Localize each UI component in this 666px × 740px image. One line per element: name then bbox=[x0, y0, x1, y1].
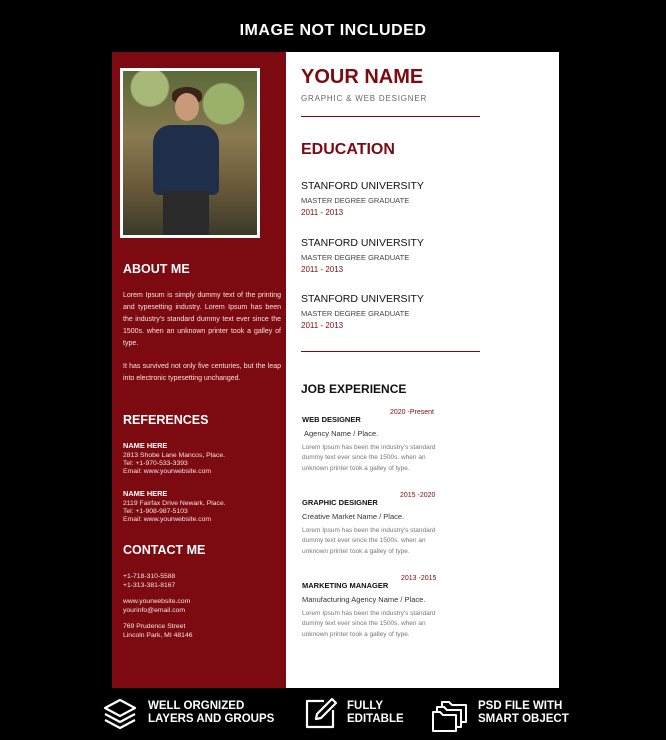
divider bbox=[301, 116, 480, 117]
contact-street: 769 Prudence Street bbox=[123, 623, 186, 630]
profile-photo bbox=[120, 68, 260, 238]
reference-address: 2813 Shobe Lane Mancos, Place. bbox=[123, 452, 226, 459]
reference-tel: Tel: +1-908-987-5103 bbox=[123, 508, 188, 515]
feature-editable bbox=[302, 692, 412, 736]
job-item bbox=[302, 492, 452, 557]
job-title: MARKETING MANAGER bbox=[302, 581, 389, 590]
reference-email: Email: www.yourwebsite.com bbox=[123, 516, 212, 523]
education-university: STANFORD UNIVERSITY bbox=[301, 237, 424, 249]
reference-item bbox=[123, 490, 226, 524]
contact-online bbox=[123, 597, 190, 615]
job-years: 2015 -2020 bbox=[400, 492, 436, 499]
feature-psd-line1: PSD FILE WITH bbox=[478, 700, 563, 712]
job-description: Lorem Ipsum has been the industry's standard dummy text ever since the 1500s. when an unknown printer took a galley of type. bbox=[302, 610, 436, 638]
reference-address: 2119 Fairfax Drive Newark, Place. bbox=[123, 500, 226, 507]
edit-icon bbox=[302, 696, 338, 732]
feature-editable-label bbox=[347, 700, 404, 726]
job-title: GRAPHIC DESIGNER bbox=[302, 498, 378, 507]
feature-layers-line2: LAYERS AND GROUPS bbox=[148, 713, 275, 725]
contact-website: www.yourwebsite.com bbox=[123, 598, 191, 605]
resume-role: GRAPHIC & WEB DESIGNER bbox=[301, 94, 428, 103]
feature-layers bbox=[102, 692, 282, 736]
contact-email: yourinfo@email.com bbox=[123, 607, 186, 614]
feature-psd-line2: SMART OBJECT bbox=[478, 713, 569, 725]
feature-editable-line1: FULLY bbox=[347, 700, 383, 712]
education-degree: MASTER DEGREE GRADUATE bbox=[301, 196, 410, 205]
features-footer bbox=[0, 692, 666, 740]
about-paragraph-2: It has survived not only five centuries, but the leap into electronic typesetting unchanged. bbox=[123, 363, 281, 382]
education-heading: EDUCATION bbox=[301, 141, 395, 158]
education-degree: MASTER DEGREE GRADUATE bbox=[301, 253, 410, 262]
contact-phones bbox=[123, 572, 175, 590]
education-years: 2011 - 2013 bbox=[301, 208, 344, 217]
left-sidebar bbox=[112, 52, 286, 688]
contact-phone-2: +1-313-381-8167 bbox=[123, 582, 176, 589]
feature-psd-label bbox=[478, 700, 569, 726]
job-description: Lorem Ipsum has been the industry's standard dummy text ever since the 1500s. when an unknown printer took a galley of type. bbox=[302, 527, 436, 555]
contact-phone-1: +1-718-310-5588 bbox=[123, 573, 176, 580]
reference-tel: Tel: +1-970-533-3393 bbox=[123, 460, 188, 467]
folders-icon bbox=[432, 696, 468, 732]
resume-name: YOUR NAME bbox=[301, 66, 424, 88]
feature-editable-line2: EDITABLE bbox=[347, 713, 404, 725]
feature-layers-label bbox=[148, 700, 274, 726]
reference-email: Email: www.yourwebsite.com bbox=[123, 468, 212, 475]
education-item bbox=[301, 293, 424, 330]
job-description: Lorem Ipsum has been the industry's standard dummy text ever since the 1500s. when an unknown printer took a galley of type. bbox=[302, 444, 436, 472]
resume-sheet bbox=[112, 52, 559, 688]
contact-address bbox=[123, 622, 193, 640]
contact-city: Lincoln Park, MI 48146 bbox=[123, 632, 193, 639]
feature-layers-line1: WELL ORGNIZED bbox=[148, 700, 245, 712]
education-university: STANFORD UNIVERSITY bbox=[301, 180, 424, 192]
about-heading: ABOUT ME bbox=[123, 262, 190, 276]
job-title: WEB DESIGNER bbox=[302, 415, 361, 424]
education-item bbox=[301, 237, 424, 274]
feature-psd bbox=[432, 692, 612, 736]
job-experience-heading: JOB EXPERIENCE bbox=[301, 382, 407, 396]
job-years: 2020 -Present bbox=[390, 409, 434, 416]
job-item bbox=[302, 409, 452, 474]
education-university: STANFORD UNIVERSITY bbox=[301, 293, 424, 305]
education-years: 2011 - 2013 bbox=[301, 321, 344, 330]
reference-name: NAME HERE bbox=[123, 441, 168, 450]
job-item bbox=[302, 575, 452, 640]
education-degree: MASTER DEGREE GRADUATE bbox=[301, 309, 410, 318]
about-paragraph-1: Lorem Ipsum is simply dummy text of the printing and typesetting industry. Lorem Ipsum has been the industry's standard dummy text ever since the 1500s. when an unknown printer took a galley of type. bbox=[123, 292, 281, 347]
divider bbox=[301, 351, 480, 352]
job-company: Creative Market Name / Place. bbox=[302, 512, 405, 521]
education-item bbox=[301, 180, 424, 217]
image-not-included-banner: IMAGE NOT INCLUDED bbox=[239, 22, 427, 39]
reference-name: NAME HERE bbox=[123, 489, 168, 498]
education-years: 2011 - 2013 bbox=[301, 265, 344, 274]
job-years: 2013 -2015 bbox=[401, 575, 437, 582]
job-company: Agency Name / Place. bbox=[304, 429, 379, 438]
contact-heading: CONTACT ME bbox=[123, 543, 206, 557]
reference-item bbox=[123, 442, 225, 476]
layers-icon bbox=[102, 696, 138, 732]
right-column bbox=[286, 52, 559, 688]
job-company: Manufacturing Agency Name / Place. bbox=[302, 595, 426, 604]
references-heading: REFERENCES bbox=[123, 413, 209, 427]
